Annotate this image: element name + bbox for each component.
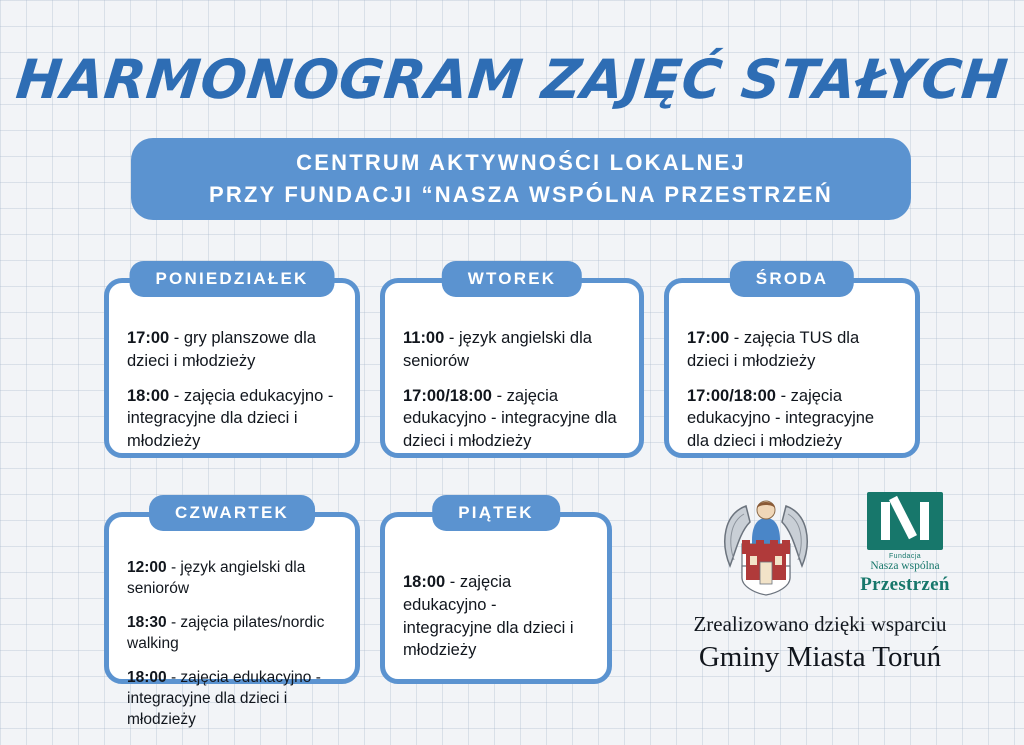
day-card-wednesday	[664, 269, 920, 458]
day-entries-monday	[109, 283, 355, 467]
entry-time: 17:00	[127, 329, 170, 347]
entry-time: 17:00/18:00	[687, 386, 776, 405]
entry-text: - zajęcia edukacyjno - integracyjne dla dzieci i młodzieży	[403, 386, 617, 451]
entry-text: - język angielski dla seniorów	[127, 559, 306, 598]
day-card-tuesday	[380, 269, 644, 458]
entry-time: 18:00	[127, 386, 170, 405]
subtitle-line-2: PRZY FUNDACJI “NASZA WSPÓLNA PRZESTRZEŃ	[208, 182, 833, 207]
entry-text: - zajęcia edukacyjno - integracyjne dla dzieci i młodzieży	[687, 386, 875, 451]
entry-time: 11:00	[403, 329, 445, 347]
schedule-entry	[403, 327, 621, 373]
schedule-entry	[127, 557, 337, 600]
entry-text: - zajęcia edukacyjno - integracyjne dla dzieci i młodzieży	[403, 573, 574, 660]
day-title-tuesday: WTOREK	[442, 261, 582, 297]
page-title: HARMONOGRAM ZAJĘĆ STAŁYCH	[13, 48, 1011, 111]
entry-text: - zajęcia edukacyjno - integracyjne dla dzieci i młodzieży	[127, 668, 321, 729]
day-entries-thursday	[109, 517, 355, 745]
schedule-entry	[127, 327, 337, 373]
day-title-wednesday: ŚRODA	[730, 261, 854, 297]
credit-line-1: Zrealizowano dzięki wsparciu	[693, 612, 947, 636]
schedule-entry	[403, 571, 589, 662]
entry-text: - zajęcia edukacyjno - integracyjne dla dzieci i młodzieży	[127, 386, 334, 451]
credit-line-2: Gminy Miasta Toruń	[698, 641, 942, 673]
entry-text: - gry planszowe dla dzieci i młodzieży	[127, 329, 316, 370]
day-title-friday: PIĄTEK	[432, 495, 560, 531]
entry-text: - zajęcia TUS dla dzieci i młodzieży	[687, 329, 860, 370]
schedule-entry	[127, 612, 337, 655]
day-entries-wednesday	[669, 283, 915, 467]
day-card-thursday	[104, 503, 360, 729]
entry-text: - język angielski dla seniorów	[403, 329, 592, 370]
entry-time: 17:00/18:00	[403, 386, 492, 405]
foundation-tagline: Fundacja	[889, 553, 921, 560]
day-card-monday	[104, 269, 360, 458]
day-title-monday: PONIEDZIAŁEK	[130, 261, 335, 297]
subtitle-line-1: CENTRUM AKTYWNOŚCI LOKALNEJ	[296, 150, 746, 176]
subtitle-banner	[131, 138, 911, 220]
day-entries-tuesday	[385, 283, 639, 467]
foundation-word: Przestrzeń	[860, 573, 950, 595]
day-title-thursday: CZWARTEK	[149, 495, 315, 531]
entry-time: 17:00	[687, 329, 730, 347]
entry-time: 18:00	[403, 573, 446, 591]
foundation-mark-icon	[867, 492, 943, 550]
day-card-friday	[380, 503, 612, 684]
foundation-name: Nasza wspólna	[870, 560, 940, 572]
foundation-logo	[846, 492, 964, 596]
entry-time: 18:30	[127, 613, 167, 631]
entry-text: - zajęcia pilates/nordic walking	[127, 613, 325, 653]
entry-time: 12:00	[127, 559, 167, 576]
schedule-entry	[127, 667, 337, 731]
day-entries-friday	[385, 517, 607, 676]
schedule-entry	[687, 385, 897, 453]
torun-coat-of-arms-icon	[706, 488, 826, 596]
schedule-entry	[403, 385, 621, 453]
schedule-entry	[687, 327, 897, 373]
schedule-entry	[127, 385, 337, 453]
entry-time: 18:00	[127, 668, 167, 686]
credit-block	[650, 612, 990, 674]
